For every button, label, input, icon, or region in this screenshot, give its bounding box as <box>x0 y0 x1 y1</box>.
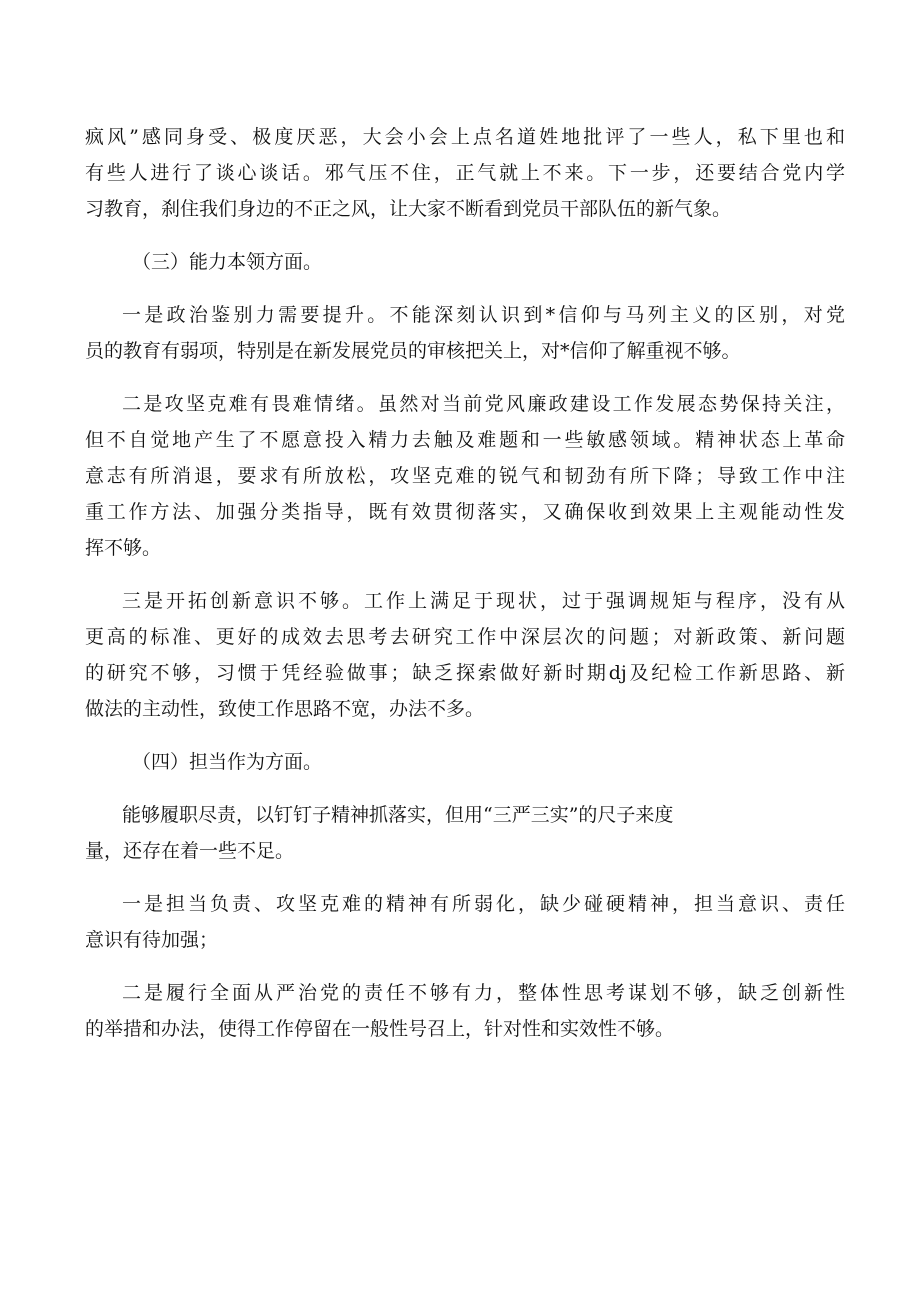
document-body <box>85 119 845 1047</box>
paragraph-7 <box>85 975 845 1047</box>
paragraph-2 <box>85 297 845 369</box>
text-line: 更高的标准、更好的成效去思考去研究工作中深层次的问题；对新政策、新问题 <box>85 626 845 648</box>
text-line: 的研究不够，习惯于凭经验做事；缺乏探索做好新时期dj及纪检工作新思路、新 <box>85 662 845 684</box>
text-line: 重工作方法、加强分类指导，既有效贯彻落实，又确保收到效果上主观能动性发 <box>85 501 845 523</box>
section-heading-3 <box>85 244 845 280</box>
text-line: 员的教育有弱项，特别是在新发展党员的审核把关上，对*信仰了解重视不够。 <box>85 340 741 362</box>
text-line: 疯风”感同身受、极度厌恶，大会小会上点名道姓地批评了一些人，私下里也和 <box>85 126 845 148</box>
text-line: 有些人进行了谈心谈话。邪气压不住，正气就上不来。下一步，还要结合党内学 <box>85 162 845 184</box>
text-line: 的举措和办法，使得工作停留在一般性号召上，针对性和实效性不够。 <box>85 1018 675 1040</box>
text-line: 二是攻坚克难有畏难情绪。虽然对当前党风廉政建设工作发展态势保持关注， <box>122 393 845 415</box>
text-line: 三是开拓创新意识不够。工作上满足于现状，过于强调规矩与程序，没有从 <box>122 590 845 612</box>
text-line: 一是担当负责、攻坚克难的精神有所弱化，缺少碰硬精神，担当意识、责任 <box>122 893 845 915</box>
text-line: 意志有所消退，要求有所放松，攻坚克难的锐气和韧劲有所下降；导致工作中注 <box>85 465 845 487</box>
section-heading-4 <box>85 744 845 780</box>
paragraph-3 <box>85 386 845 566</box>
text-line: 量，还存在着一些不足。 <box>85 840 295 862</box>
text-line: 一是政治鉴别力需要提升。不能深刻认识到*信仰与马列主义的区别，对党 <box>122 304 845 326</box>
paragraph-1 <box>85 119 845 227</box>
heading-text: （三）能力本领方面。 <box>132 251 323 273</box>
text-line: 能够履职尽责，以钉钉子精神抓落实，但用“三严三实”的尺子来度 <box>122 804 674 826</box>
text-line: 但不自觉地产生了不愿意投入精力去触及难题和一些敏感领域。精神状态上革命 <box>85 429 845 451</box>
paragraph-4 <box>85 583 845 727</box>
text-line: 习教育，刹住我们身边的不正之风，让大家不断看到党员干部队伍的新气象。 <box>85 198 732 220</box>
text-line: 做法的主动性，致使工作思路不宽，办法不多。 <box>85 698 485 720</box>
text-line: 意识有待加强； <box>85 929 219 951</box>
heading-text: （四）担当作为方面。 <box>132 751 323 773</box>
text-line: 二是履行全面从严治党的责任不够有力，整体性思考谋划不够，缺乏创新性 <box>122 982 845 1004</box>
paragraph-6 <box>85 886 845 958</box>
text-line: 挥不够。 <box>85 537 162 559</box>
paragraph-5 <box>85 797 845 869</box>
